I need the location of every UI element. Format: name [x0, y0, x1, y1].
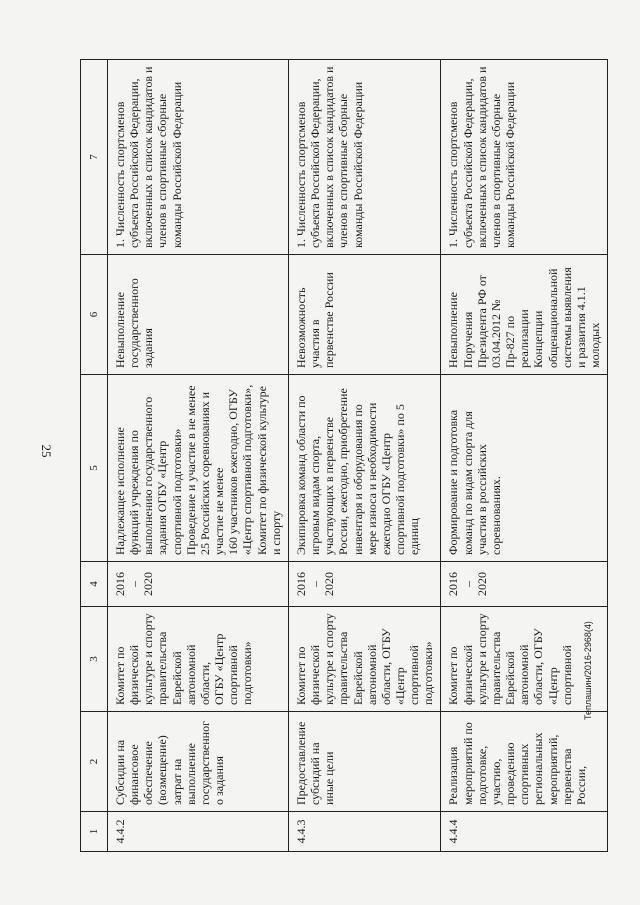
indicator-cell: 1. Численность спортсменов субъекта Российской Федерации, включенных в список кандидатов и членов в спортивные сборные команды Российской Федерации [441, 60, 608, 255]
indicator-cell: 1. Численность спортсменов субъекта Российской Федерации, включенных в список кандидатов и членов в спортивные сборные команды Российской Федерации [108, 60, 289, 255]
column-header: 5 [81, 375, 108, 562]
row-number-cell: 4.4.3 [288, 812, 441, 852]
consequences-cell: Невыполнение государственного задания [108, 255, 289, 375]
activity-name-cell: Реализация мероприятий по подготовке, участию, проведению спортивных региональных мероприятий, первенства России, [441, 712, 608, 812]
row-number-cell: 4.4.2 [108, 812, 289, 852]
period-cell: 2016 – 2020 [108, 562, 289, 607]
document-table [80, 59, 608, 852]
executor-cell: Комитет по физической культуре и спорту правительства Еврейской автономной области, ОГБУ «Центр спортивной подготовки» [288, 607, 441, 712]
document-table-wrapper [80, 60, 608, 852]
activity-name-cell: Субсидии на финансовое обеспечение (возмещение) затрат на выполнение государственного задания [108, 712, 289, 812]
expected-result-cell: Экипировка команд области по игровым видам спорта, участвующих в первенстве России, ежегодно, приобретение инвентаря и оборудования по мере износа и необходимости ежегодно ОГБУ «Центр спортивной подготовки» по 5 единиц [288, 375, 441, 562]
indicator-cell: 1. Численность спортсменов субъекта Российской Федерации, включенных в список кандидатов и членов в спортивные сборные команды Российской Федерации [288, 60, 441, 255]
table-row [441, 60, 608, 852]
column-header: 2 [81, 712, 108, 812]
page-number: 25 [39, 444, 54, 458]
period-cell: 2016 – 2020 [441, 562, 608, 607]
expected-result-cell: Формирование и подготовка команд по видам спорта для участия в российских соревнованиях. [441, 375, 608, 562]
table-header-row [81, 60, 108, 852]
row-number-cell: 4.4.4 [441, 812, 608, 852]
column-header: 7 [81, 60, 108, 255]
column-header: 4 [81, 562, 108, 607]
executor-cell: Комитет по физической культуре и спорту правительства Еврейской автономной области, ОГБУ «Центр спортивной подготовки» [108, 607, 289, 712]
column-header: 1 [81, 812, 108, 852]
table-row [288, 60, 441, 852]
activity-name-cell: Предоставление субсидий на иные цели [288, 712, 441, 812]
executor-cell: Комитет по физической культуре и спорту правительства Еврейской автономной области, ОГБУ «Центр спортивной [441, 607, 608, 712]
consequences-cell: Невыполнение Поручения Президента РФ от 03.04.2012 № Пр-827 по реализации Концепции общенациональной системы выявления и развития 4.1.1 молодых [441, 255, 608, 375]
document-reference: Теплашин/2016-2968(4) [583, 621, 593, 720]
expected-result-cell: Надлежащее исполнение функций учреждения по выполнению государственного задания ОГБУ «Центр спортивной подготовки» Проведение и участие в не менее 25 Российских соревнованиях и участие не менее 160 участников ежегодно, ОГБУ «Центр спортивной подготовки», Комитет по физической культуре и спорту [108, 375, 289, 562]
period-cell: 2016 – 2020 [288, 562, 441, 607]
consequences-cell: Невозможность участия в первенстве России [288, 255, 441, 375]
table-row [108, 60, 289, 852]
column-header: 3 [81, 607, 108, 712]
column-header: 6 [81, 255, 108, 375]
